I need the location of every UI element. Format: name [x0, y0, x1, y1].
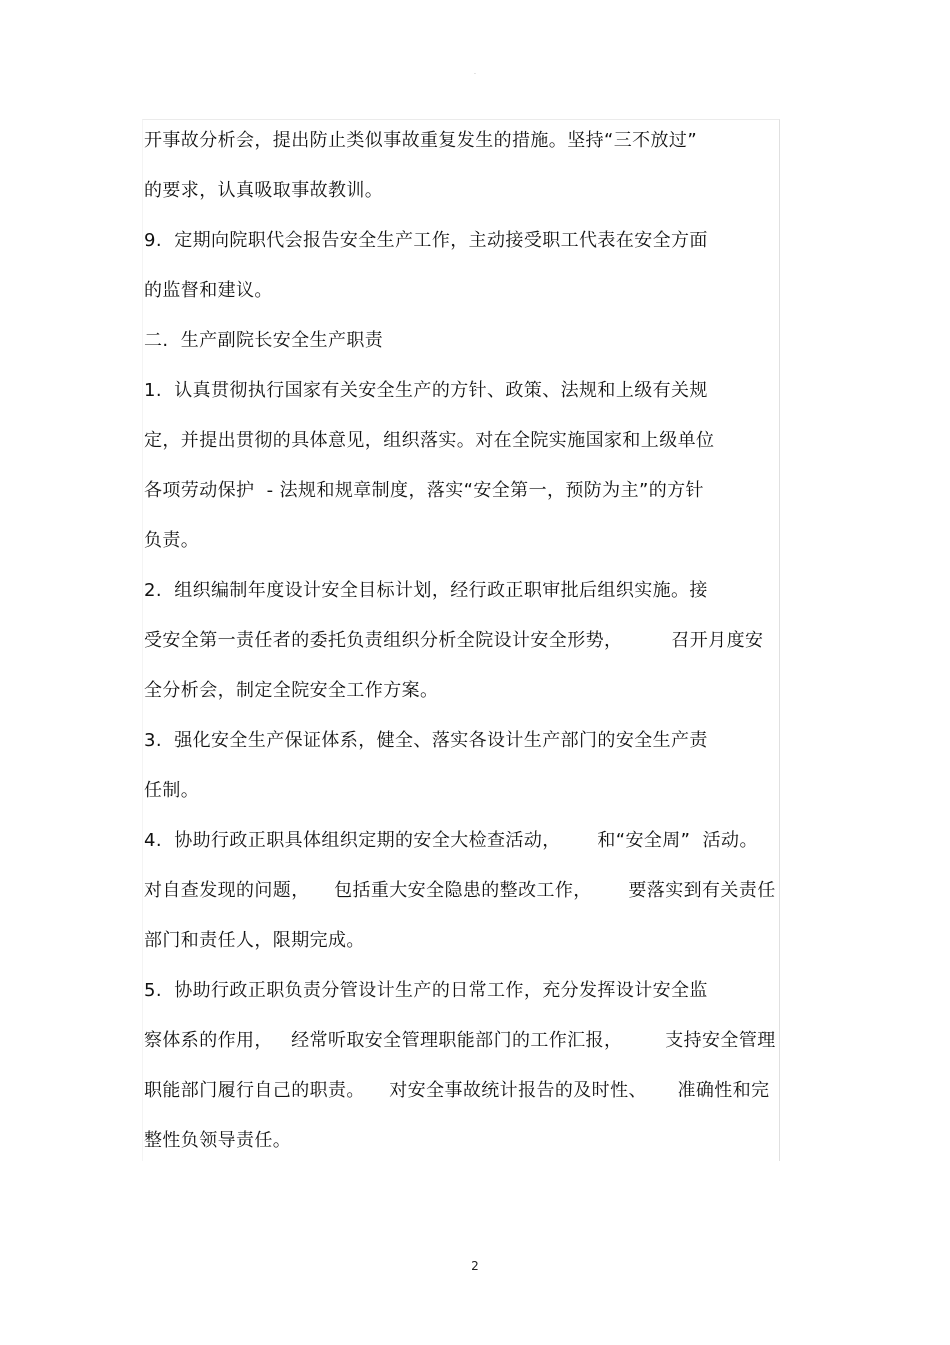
- text-line: 定，并提出贯彻的具体意见，组织落实。对在全院实施国家和上级单位: [144, 430, 715, 451]
- text-line: 部门和责任人，限期完成。: [144, 930, 365, 951]
- text-line: 1. 认真贯彻执行国家有关安全生产的方针、政策、法规和上级有关规: [144, 380, 708, 401]
- section-heading: 二. 生产副院长安全生产职责: [144, 330, 384, 351]
- page-number: 2: [471, 1259, 479, 1273]
- text-line: 5. 协助行政正职负责分管设计生产的日常工作，充分发挥设计安全监: [144, 980, 708, 1001]
- text-line: 2. 组织编制年度设计安全目标计划，经行政正职审批后组织实施。接: [144, 580, 708, 601]
- text-line: 察体系的作用， 经常听取安全管理职能部门的工作汇报， 支持安全管理: [144, 1030, 776, 1051]
- text-line: 3. 强化安全生产保证体系，健全、落实各设计生产部门的安全生产责: [144, 730, 708, 751]
- text-line: 对自查发现的问题， 包括重大安全隐患的整改工作， 要落实到有关责任: [144, 880, 776, 901]
- text-line: 开事故分析会，提出防止类似事故重复发生的措施。坚持“三不放过”: [144, 130, 698, 151]
- text-line: 整性负领导责任。: [144, 1130, 292, 1151]
- text-line: 负责。: [144, 530, 200, 551]
- text-line: 9. 定期向院职代会报告安全生产工作，主动接受职工代表在安全方面: [144, 230, 708, 251]
- text-line: 的监督和建议。: [144, 280, 273, 301]
- text-line: 受安全第一责任者的委托负责组织分析全院设计安全形势， 召开月度安: [144, 630, 764, 651]
- header-mark: -: [473, 70, 477, 77]
- text-line: 4. 协助行政正职具体组织定期的安全大检查活动， 和“安全周” 活动。: [144, 830, 758, 851]
- text-line: 任制。: [144, 780, 200, 801]
- text-line: 全分析会，制定全院安全工作方案。: [144, 680, 439, 701]
- text-line: 职能部门履行自己的职责。 对安全事故统计报告的及时性、 准确性和完: [144, 1080, 770, 1101]
- text-line: 的要求，认真吸取事故教训。: [144, 180, 384, 201]
- text-line: 各项劳动保护 - 法规和规章制度，落实“安全第一，预防为主”的方针: [144, 480, 704, 501]
